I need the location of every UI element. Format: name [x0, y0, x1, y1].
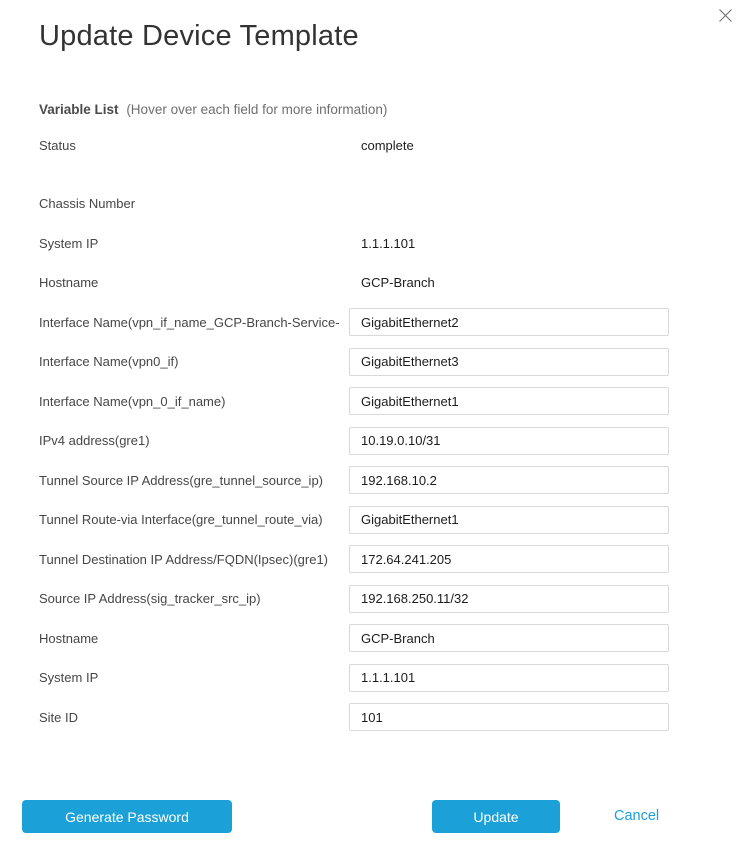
field-label: Interface Name(vpn0_if)	[39, 354, 179, 370]
field-row	[0, 619, 752, 659]
generate-password-button[interactable]: Generate Password	[22, 800, 232, 833]
field-label: Status	[39, 138, 76, 154]
field-label: System IP	[39, 670, 99, 686]
field-value: complete	[361, 138, 414, 154]
dialog-title: Update Device Template	[39, 20, 359, 52]
field-input[interactable]	[349, 387, 669, 415]
variable-list-label: Variable List	[39, 102, 119, 117]
field-row	[0, 382, 752, 422]
field-label: Interface Name(vpn_0_if_name)	[39, 393, 226, 409]
variable-list-hint: (Hover over each field for more information)	[126, 102, 388, 117]
field-row	[0, 579, 752, 619]
update-button[interactable]: Update	[432, 800, 560, 833]
field-row	[0, 461, 752, 501]
field-label: Hostname	[39, 275, 99, 291]
field-label: Site ID	[39, 709, 79, 725]
field-row	[0, 698, 752, 738]
field-row	[0, 658, 752, 698]
field-input[interactable]	[349, 703, 669, 731]
field-label: Interface Name(vpn_if_name_GCP-Branch-Service-	[39, 314, 340, 330]
field-label: Source IP Address(sig_tracker_src_ip)	[39, 591, 261, 607]
field-value: GCP-Branch	[361, 275, 435, 291]
field-row	[0, 224, 752, 264]
variable-list	[0, 126, 752, 737]
field-input[interactable]	[349, 348, 669, 376]
field-input[interactable]	[349, 466, 669, 494]
field-input[interactable]	[349, 545, 669, 573]
field-value: 1.1.1.101	[361, 235, 416, 251]
field-row	[0, 540, 752, 580]
field-label: Tunnel Route-via Interface(gre_tunnel_route_via)	[39, 512, 323, 528]
variable-list-heading	[39, 102, 387, 117]
field-input[interactable]	[349, 427, 669, 455]
field-input[interactable]	[349, 585, 669, 613]
field-input[interactable]	[349, 308, 669, 336]
field-row	[0, 500, 752, 540]
field-row	[0, 421, 752, 461]
field-label: Tunnel Destination IP Address/FQDN(Ipsec)(gre1)	[39, 551, 329, 567]
field-row	[0, 263, 752, 303]
field-input[interactable]	[349, 664, 669, 692]
field-label: Chassis Number	[39, 196, 136, 212]
field-label: IPv4 address(gre1)	[39, 433, 150, 449]
field-input[interactable]	[349, 506, 669, 534]
field-row	[0, 184, 752, 224]
cancel-button[interactable]: Cancel	[614, 800, 659, 833]
field-row	[0, 126, 752, 166]
field-row	[0, 303, 752, 343]
close-icon	[718, 8, 733, 23]
field-label: Tunnel Source IP Address(gre_tunnel_source_ip)	[39, 472, 324, 488]
field-label: Hostname	[39, 630, 99, 646]
field-label: System IP	[39, 235, 99, 251]
field-input[interactable]	[349, 624, 669, 652]
dialog-footer	[0, 800, 752, 834]
field-row	[0, 342, 752, 382]
close-button[interactable]	[714, 4, 736, 26]
